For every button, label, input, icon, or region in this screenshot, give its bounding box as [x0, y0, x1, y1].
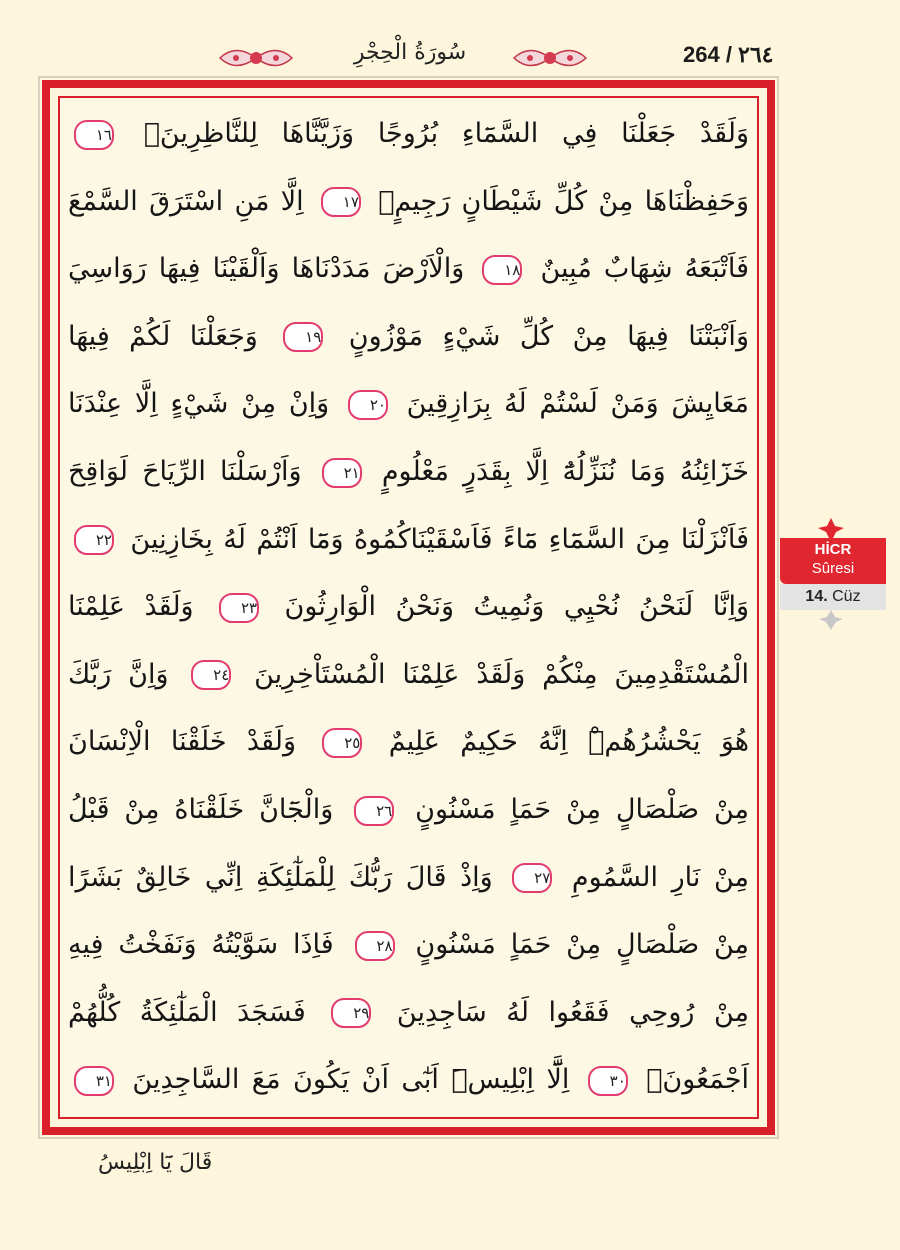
- text-line: [62, 438, 755, 506]
- verse-number-marker: ٢٣: [219, 593, 259, 623]
- surah-name: HİCR: [814, 541, 852, 558]
- verse-number-marker: ٢١: [322, 458, 362, 488]
- verse-text: مِنْ صَلْصَالٍ مِنْ حَمَاٍ مَسْنُونٍ: [415, 929, 749, 961]
- verse-text: اِلَّا مَنِ اسْتَرَقَ السَّمْعَ: [68, 185, 304, 217]
- text-line: [62, 979, 755, 1047]
- verse-text: هُوَ يَحْشُرُهُمْۜ اِنَّهُ حَكِيمٌ عَلِيمٌ: [388, 726, 750, 758]
- verse-number-marker: ٢٤: [191, 660, 231, 690]
- text-line: [62, 911, 755, 979]
- verse-number-marker: ٢٥: [322, 728, 362, 758]
- verse-number-marker: ١٩: [283, 322, 323, 352]
- quran-text-area: [62, 100, 755, 1115]
- verse-text: فَاَتْبَعَهُ شِهَابٌ مُبِينٌ: [540, 253, 749, 285]
- verse-number-marker: ٢٠: [348, 390, 388, 420]
- verse-text: فَسَجَدَ الْمَلٰٓئِكَةُ كُلُّهُمْ: [68, 996, 306, 1028]
- verse-text: فَاِذَا سَوَّيْتُهُ وَنَفَخْتُ فِيهِ: [68, 929, 334, 961]
- surah-word: Sûresi: [811, 560, 855, 577]
- verse-number-marker: ٢٩: [331, 998, 371, 1028]
- verse-number-marker: ١٦: [74, 120, 114, 150]
- text-line: [62, 168, 755, 236]
- catchword: قَالَ يَٓا اِبْلِيسُ: [98, 1150, 213, 1175]
- verse-number-marker: ٢٧: [512, 863, 552, 893]
- verse-text: وَاَنْبَتْنَا فِيهَا مِنْ كُلِّ شَيْءٍ مَوْزُونٍ: [348, 320, 749, 352]
- verse-text: الْمُسْتَقْدِمِينَ مِنْكُمْ وَلَقَدْ عَلِمْنَا الْمُسْتَاْخِرِينَ: [254, 658, 749, 690]
- surah-title: سُورَةُ الْحِجْرِ: [353, 40, 467, 65]
- verse-text: مِنْ رُوحِي فَقَعُوا لَهُ سَاجِدِينَ: [396, 996, 749, 1028]
- verse-number-marker: ٣٠: [588, 1066, 628, 1096]
- verse-text: مَعَايِشَ وَمَنْ لَسْتُمْ لَهُ بِرَازِقِينَ: [406, 388, 749, 420]
- juz-number: 14.: [805, 588, 828, 605]
- surah-side-tab[interactable]: [780, 518, 900, 618]
- verse-number-marker: ١٨: [482, 255, 522, 285]
- verse-text: اَجْمَعُونَۙ: [646, 1064, 750, 1096]
- page-header: [0, 0, 900, 80]
- left-ornament-icon: [216, 41, 296, 75]
- verse-text: وَلَقَدْ خَلَقْنَا الْاِنْسَانَ: [68, 726, 297, 758]
- surah-tab[interactable]: [780, 538, 886, 584]
- text-line: [62, 776, 755, 844]
- verse-text: وَاِذْ قَالَ رَبُّكَ لِلْمَلٰٓئِكَةِ اِنِّي خَالِقٌ بَشَرًا: [68, 861, 493, 893]
- verse-number-marker: ٣١: [74, 1066, 114, 1096]
- verse-text: وَجَعَلْنَا لَكُمْ فِيهَا: [68, 320, 258, 352]
- text-line: [62, 641, 755, 709]
- verse-text: وَلَقَدْ عَلِمْنَا: [68, 591, 194, 623]
- verse-text: فَاَنْزَلْنَا مِنَ السَّمَٓاءِ مَٓاءً فَاَسْقَيْنَاكُمُوهُ وَمَٓا اَنْتُمْ لَهُ بِخَازِنِينَ: [130, 523, 749, 555]
- text-line: [62, 1046, 755, 1114]
- verse-text: مِنْ نَارِ السَّمُومِ: [571, 861, 749, 893]
- verse-text: وَحَفِظْنَاهَا مِنْ كُلِّ شَيْطَانٍ رَجِيمٍۙ: [378, 185, 749, 217]
- juz-tab[interactable]: [780, 584, 886, 610]
- page-number: 264 / ٢٦٤: [683, 42, 774, 67]
- verse-number-marker: ٢٢: [74, 525, 114, 555]
- text-line: [62, 708, 755, 776]
- text-line: [62, 370, 755, 438]
- verse-text: وَاِنَّ رَبَّكَ: [68, 658, 169, 690]
- verse-number-marker: ٢٦: [354, 796, 394, 826]
- verse-text: وَلَقَدْ جَعَلْنَا فِي السَّمَٓاءِ بُرُوجًا وَزَيَّنَّاهَا لِلنَّاظِرِينَۙ: [143, 118, 749, 149]
- verse-text: وَاَرْسَلْنَا الرِّيَاحَ لَوَاقِحَ: [68, 456, 302, 487]
- text-line: [62, 235, 755, 303]
- verse-text: وَالْاَرْضَ مَدَدْنَاهَا وَاَلْقَيْنَا فِيهَا رَوَاسِيَ: [68, 253, 465, 285]
- tab-ornament-bottom-icon: [818, 610, 844, 630]
- text-line: [62, 844, 755, 912]
- text-line: [62, 303, 755, 371]
- verse-text: وَاِنَّا لَنَحْنُ نُحْيِي وَنُمِيتُ وَنَحْنُ الْوَارِثُونَ: [284, 591, 749, 623]
- text-line: [62, 573, 755, 641]
- verse-number-marker: ٢٨: [355, 931, 395, 961]
- verse-text: خَزَٓائِنُهُ وَمَا نُنَزِّلُهُٓ اِلَّا بِقَدَرٍ مَعْلُومٍ: [381, 456, 749, 487]
- verse-text: اِلَّٓا اِبْلِيسَۜ اَبٰٓى اَنْ يَكُونَ مَعَ السَّاجِدِينَ: [132, 1064, 570, 1096]
- verse-number-marker: ١٧: [321, 187, 361, 217]
- right-ornament-icon: [510, 41, 590, 75]
- text-line: [62, 506, 755, 574]
- verse-text: مِنْ صَلْصَالٍ مِنْ حَمَاٍ مَسْنُونٍ: [415, 794, 749, 825]
- juz-word: Cüz: [832, 588, 861, 605]
- text-line: [62, 100, 755, 168]
- verse-text: وَالْجَٓانَّ خَلَقْنَاهُ مِنْ قَبْلُ: [68, 794, 334, 825]
- verse-text: وَاِنْ مِنْ شَيْءٍ اِلَّا عِنْدَنَا: [68, 388, 330, 420]
